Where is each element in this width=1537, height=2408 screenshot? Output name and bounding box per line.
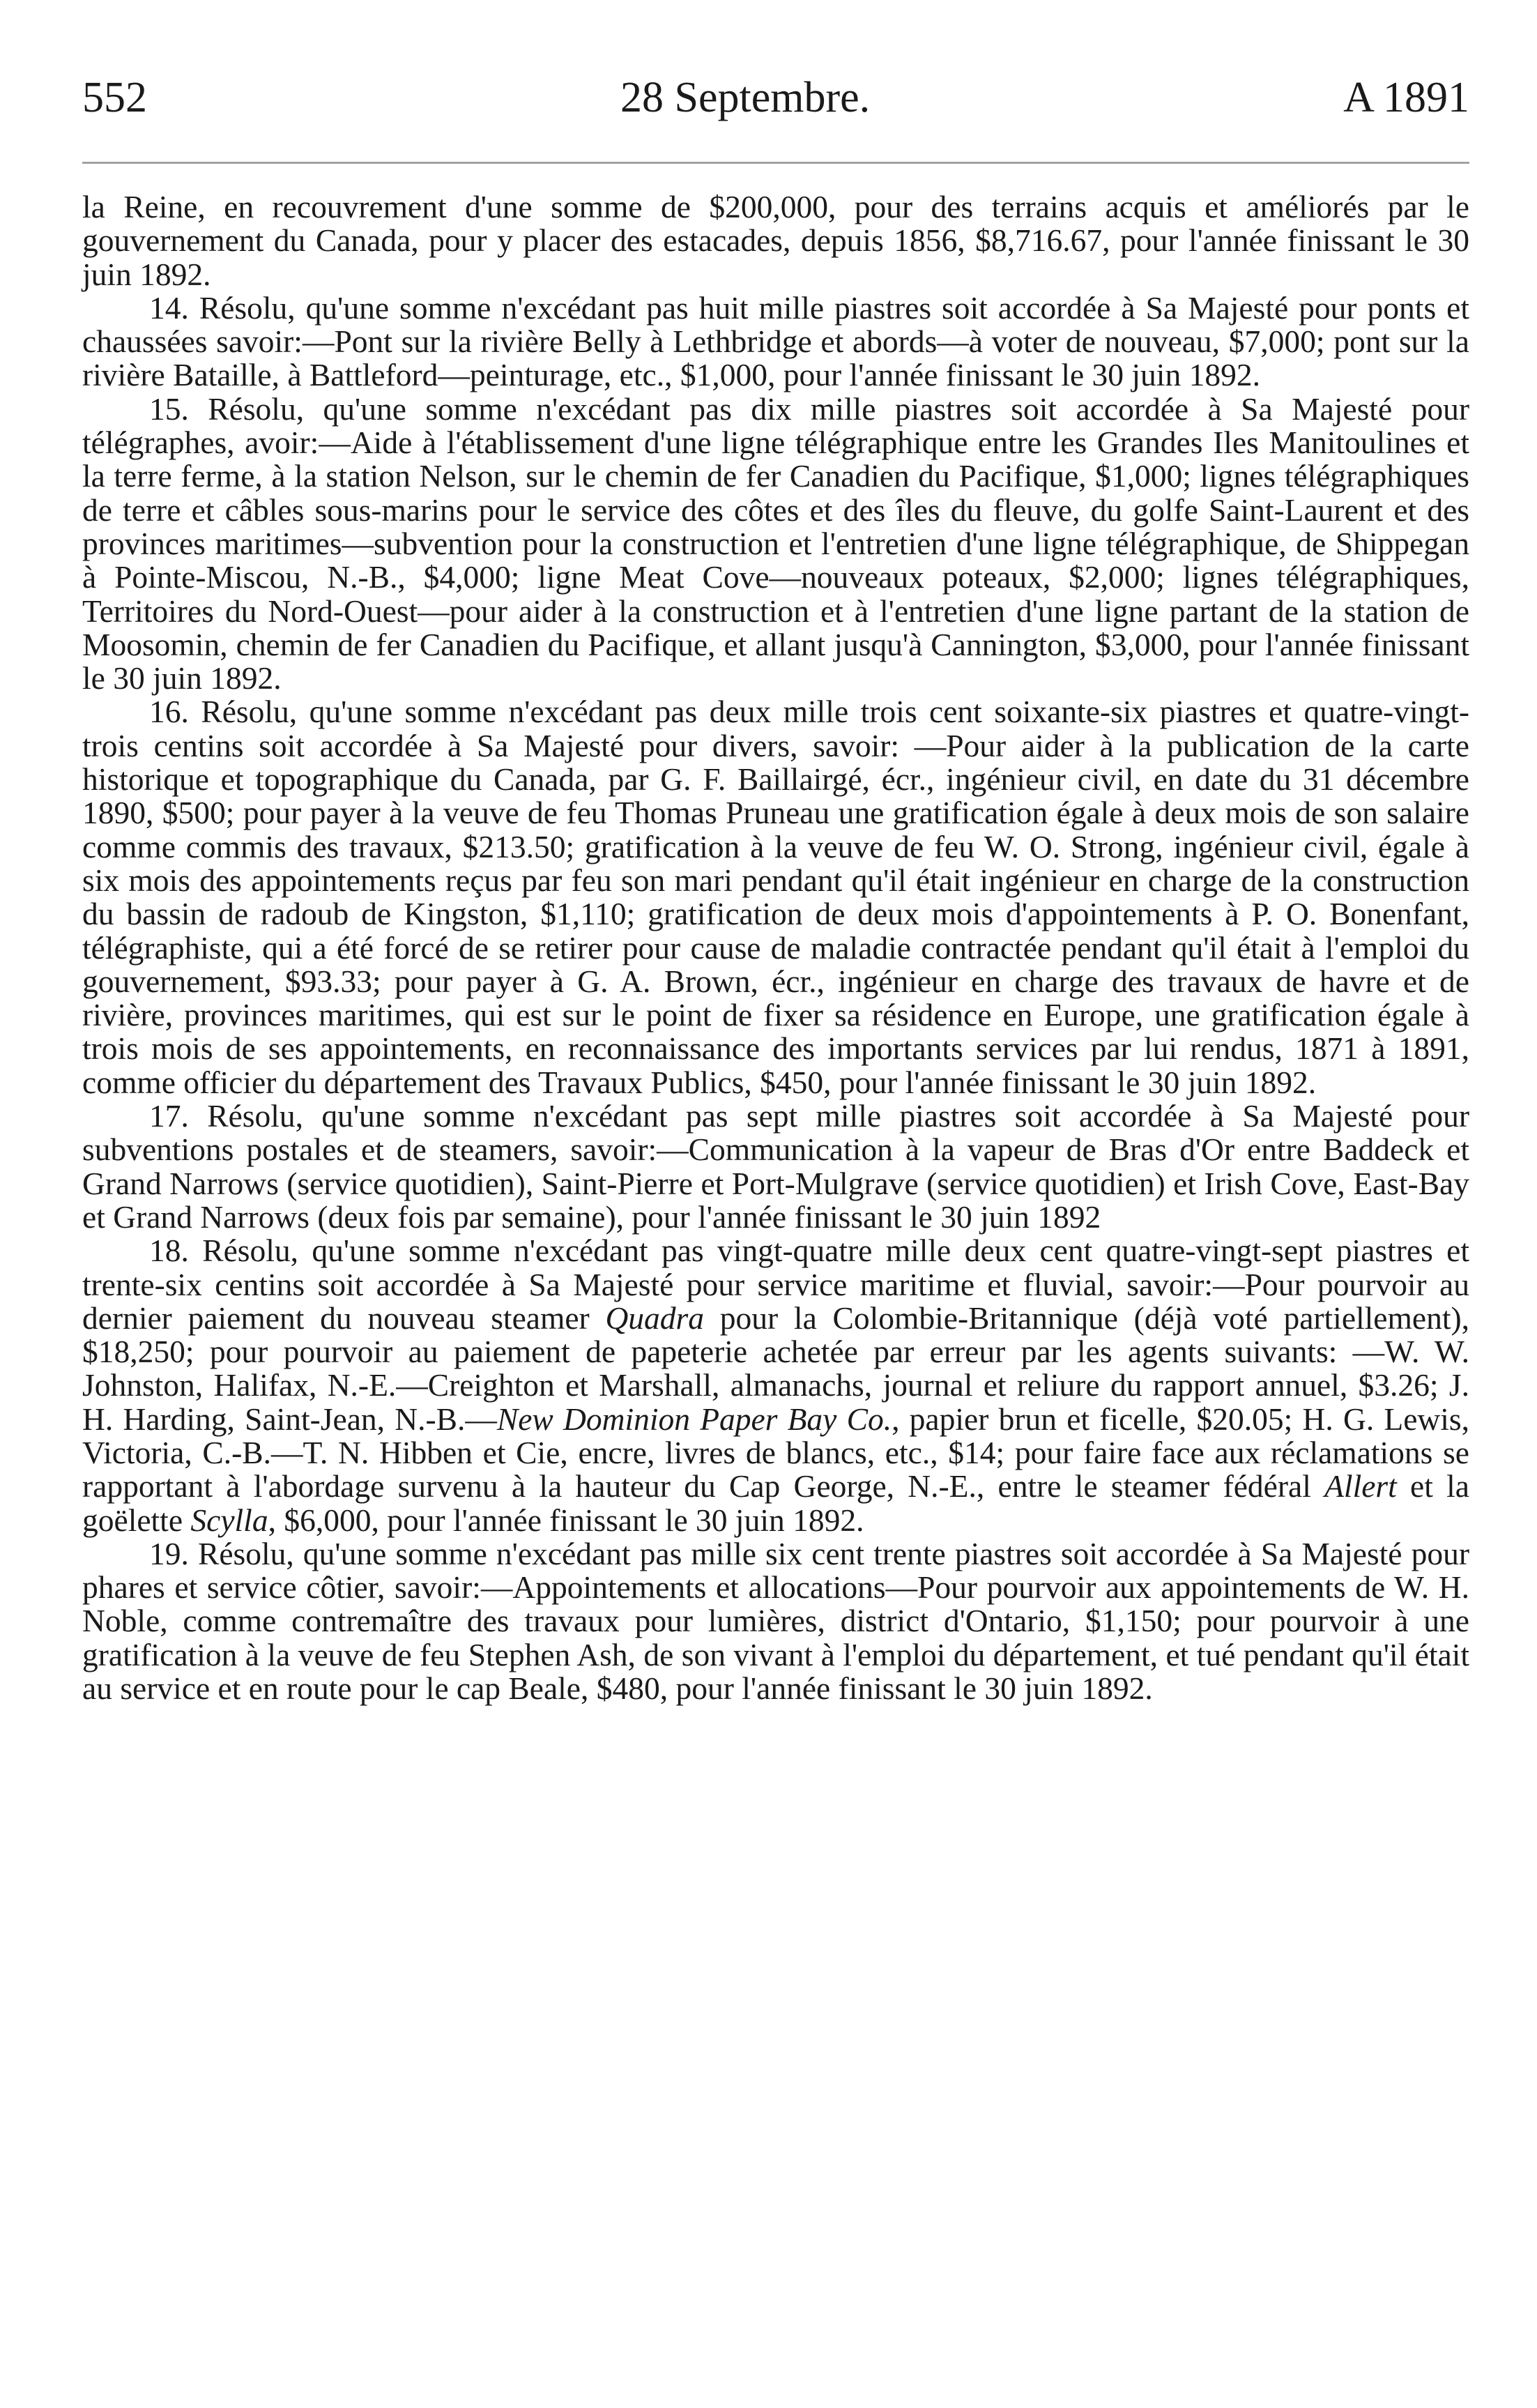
header-rule xyxy=(82,162,1469,164)
header-date: 28 Septembre. xyxy=(620,74,871,121)
resolution-19: 19. Résolu, qu'une somme n'excédant pas mille six cent trente piastres soit accordée à Sa Majesté pour phares et service côtier, savoir:—Appointements et allocations—Pour pourvoir aux appointements de W. H. Noble, comme contremaître des travaux pour lumières, district d'Ontario, $1,150; pour pourvoir à une gratification à la veuve de feu Stephen Ash, de son vivant à l'emploi du département, et tué pendant qu'il était au service et en route pour le cap Beale, $480, pour l'année finissant le 30 juin 1892. xyxy=(82,1535,1469,1707)
resolution-18-part-e: , $6,000, pour l'année finissant le 30 juin 1892. xyxy=(268,1502,864,1538)
steamer-quadra: Quadra xyxy=(605,1300,705,1336)
company-new-dominion: New Dominion Paper Bay Co. xyxy=(496,1401,892,1437)
document-page xyxy=(82,70,1469,1705)
resolution-18-part-b: pour la Colombie-Britannique (déjà voté partiellement), $18,250; pour pourvoir au paiement de papeterie achetée par erreur par les agents suivants: —W. W. Johnston, Halifax, N.-E.—Creighton et Marshall, almanachs, journal et reliure du rapport annuel, $3.26; J. H. Harding, Saint-Jean, N.-B.— xyxy=(82,1300,1470,1437)
paragraph-continuation: la Reine, en recouvrement d'une somme de $200,000, pour des terrains acquis et améliorés par le gouvernement du Canada, pour y placer des estacades, depuis 1856, $8,716.67, pour l'année finissant le 30 juin 1892. xyxy=(82,189,1469,292)
schooner-scylla: Scylla xyxy=(190,1502,268,1538)
resolution-17: 17. Résolu, qu'une somme n'excédant pas sept mille piastres soit accordée à Sa Majesté pour subventions postales et de steamers, savoir:—Communication à la vapeur de Bras d'Or entre Baddeck et Grand Narrows (service quotidien), Saint-Pierre et Port-Mulgrave (service quotidien) et Irish Cove, East-Bay et Grand Narrows (deux fois par semaine), pour l'année finissant le 30 juin 1892 xyxy=(82,1098,1469,1235)
steamer-allert: Allert xyxy=(1324,1468,1397,1504)
resolution-18-part-a: 18. Résolu, qu'une somme n'excédant pas vingt-quatre mille deux cent quatre-vingt-sept piastres et trente-six centins soit accordée à Sa Majesté pour service maritime et fluvial, savoir:—Pour pourvoir au dernier paiement du nouveau steamer xyxy=(82,1233,1469,1336)
resolution-18 xyxy=(82,1234,1469,1537)
resolution-14: 14. Résolu, qu'une somme n'excédant pas huit mille piastres soit accordée à Sa Majesté pour ponts et chaussées savoir:—Pont sur la rivière Belly à Lethbridge et abords—à voter de nouveau, $7,000; pont sur la rivière Bataille, à Battleford—peinturage, etc., $1,000, pour l'année finissant le 30 juin 1892. xyxy=(82,289,1469,393)
page-number: 552 xyxy=(82,74,147,121)
resolution-18-part-d: et la goëlette xyxy=(82,1468,1469,1538)
resolution-15: 15. Résolu, qu'une somme n'excédant pas dix mille piastres soit accordée à Sa Majesté pour télégraphes, avoir:—Aide à l'établissement d'une ligne télégraphique entre les Grandes Iles Manitoulines et la terre ferme, à la station Nelson, sur le chemin de fer Canadien du Pacifique, $1,000; lignes télégraphiques de terre et câbles sous-marins pour le service des côtes et des îles du fleuve, du golfe Saint-Laurent et des provinces maritimes—subvention pour la construction et l'entretien d'une ligne télégraphique, de Shippegan à Pointe-Miscou, N.-B., $4,000; ligne Meat Cove—nouveaux poteaux, $2,000; lignes télégraphiques, Territoires du Nord-Ouest—pour aider à la construction et à l'entretien d'une ligne partant de la station de Moosomin, chemin de fer Canadien du Pacifique, et allant jusqu'à Cannington, $3,000, pour l'année finissant le 30 juin 1892. xyxy=(82,390,1469,696)
header-year: A 1891 xyxy=(1343,74,1469,121)
resolution-16: 16. Résolu, qu'une somme n'excédant pas deux mille trois cent soixante-six piastres et quatre-vingt-trois centins soit accordée à Sa Majesté pour divers, savoir: —Pour aider à la publication de la carte historique et topographique du Canada, par G. F. Baillairgé, écr., ingénieur civil, en date du 31 décembre 1890, $500; pour payer à la veuve de feu Thomas Pruneau une gratification égale à deux mois de son salaire comme commis des travaux, $213.50; gratification à la veuve de feu W. O. Strong, ingénieur civil, égale à six mois des appointements reçus par feu son mari pendant qu'il était ingénieur en charge de la construction du bassin de radoub de Kingston, $1,110; gratification de deux mois d'appointements à P. O. Bonenfant, télégraphiste, qui a été forcé de se retirer pour cause de maladie contractée pendant qu'il était à l'emploi du gouvernement, $93.33; pour payer à G. A. Brown, écr., ingénieur en charge des travaux de havre et de rivière, provinces maritimes, qui est sur le point de fixer sa résidence en Europe, une gratification égale à trois mois de ses appointements, en reconnaissance des importants services par lui rendus, 1871 à 1891, comme officier du département des Travaux Publics, $450, pour l'année finissant le 30 juin 1892. xyxy=(82,694,1469,1100)
resolution-18-part-c: , papier brun et ficelle, $20.05; H. G. Lewis, Victoria, C.-B.—T. N. Hibben et Cie, encre, livres de blancs, etc., $14; pour faire face aux réclamations se rapportant à l'abordage survenu à la hauteur du Cap George, N.-E., entre le steamer fédéral xyxy=(82,1401,1469,1504)
page-header xyxy=(82,70,1469,125)
body-text xyxy=(82,190,1469,1705)
